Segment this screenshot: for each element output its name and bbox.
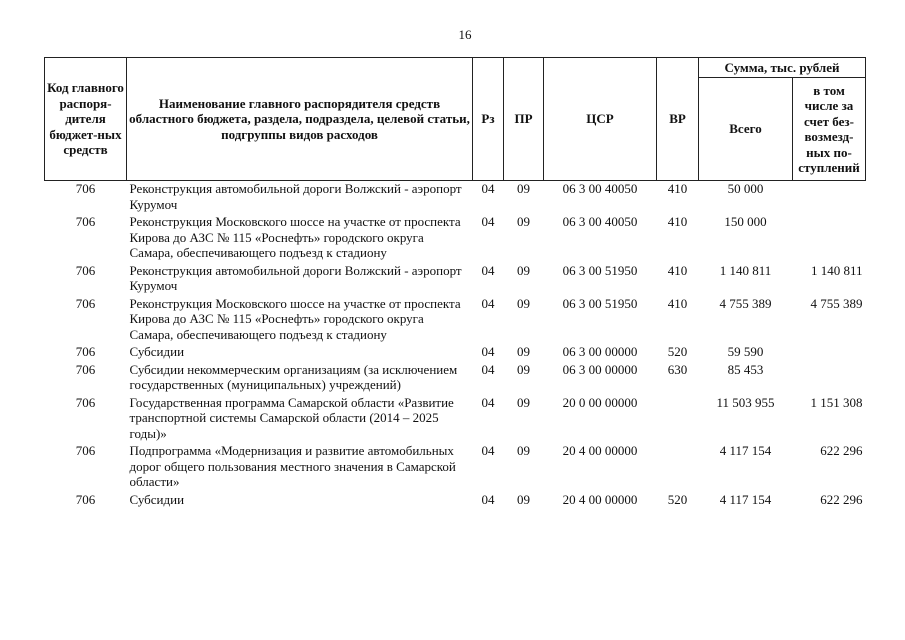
cell-pr: 09	[517, 361, 530, 377]
cell-total: 11 503 955	[716, 394, 775, 410]
cell-pr: 09	[517, 394, 530, 410]
cell-name: Реконструкция автомобильной дороги Волжский - аэропорт Курумоч	[129, 262, 462, 293]
cell-code: 706	[75, 361, 96, 377]
cell-name: Субсидии	[129, 344, 185, 359]
cell-total: 50 000	[727, 181, 764, 196]
cell-name: Реконструкция Московского шоссе на участке от проспекта Кирова до АЗС № 115 «Роснефть» городского округа Самара, обеспечивающего подъезд к стадиону	[129, 214, 461, 260]
cell-incl	[793, 181, 866, 215]
cell-total: 150 000	[724, 214, 767, 229]
page-number: 16	[458, 27, 472, 42]
cell-incl	[793, 344, 866, 362]
cell-csr: 06 3 00 00000	[562, 344, 638, 359]
table-row	[45, 214, 866, 263]
table-row	[45, 395, 866, 444]
cell-code: 706	[75, 394, 96, 410]
header-csr: ЦСР	[544, 58, 657, 181]
table-body	[45, 181, 866, 510]
cell-rz: 04	[481, 443, 495, 458]
cell-incl: 622 296	[820, 443, 863, 458]
cell-pr: 09	[517, 344, 530, 359]
table-row	[45, 492, 866, 510]
cell-rz: 04	[481, 295, 495, 311]
cell-csr: 06 3 00 40050	[562, 214, 638, 229]
cell-csr: 06 3 00 51950	[562, 295, 638, 311]
header-vr: ВР	[657, 58, 699, 181]
header-incl: в том числе за счет без-возмезд-ных по-ступлений	[793, 78, 866, 181]
cell-csr: 06 3 00 51950	[562, 262, 638, 278]
cell-name: Государственная программа Самарской области «Развитие транспортной системы Самарской области (2014 – 2025 годы)»	[129, 394, 454, 441]
cell-pr: 09	[517, 295, 530, 311]
cell-vr: 520	[667, 344, 688, 359]
cell-code: 706	[75, 491, 96, 507]
cell-total: 4 755 389	[719, 295, 772, 311]
cell-rz: 04	[481, 214, 495, 229]
cell-vr: 410	[667, 262, 688, 278]
cell-csr: 06 3 00 40050	[562, 181, 638, 196]
cell-rz: 04	[481, 394, 495, 410]
cell-total: 85 453	[727, 361, 764, 377]
header-code: Код главного распоря-дителя бюджет-ных средств	[45, 58, 127, 181]
table-header	[45, 58, 866, 181]
cell-rz: 04	[481, 262, 495, 278]
cell-pr: 09	[517, 443, 530, 458]
table-row	[45, 344, 866, 362]
header-rz: Рз	[473, 58, 504, 181]
cell-total: 4 117 154	[719, 491, 772, 507]
cell-pr: 09	[517, 214, 530, 229]
cell-rz: 04	[481, 491, 495, 507]
table-row	[45, 443, 866, 492]
cell-vr: 410	[667, 295, 688, 311]
cell-vr	[657, 395, 699, 444]
cell-name: Подпрограмма «Модернизация и развитие автомобильных дорог общего пользования местного значения в Самарской области»	[129, 443, 456, 489]
cell-pr: 09	[517, 181, 530, 196]
cell-incl: 4 755 389	[810, 295, 863, 311]
cell-name: Реконструкция Московского шоссе на участке от проспекта Кирова до АЗС № 115 «Роснефть» городского округа Самара, обеспечивающего подъезд к стадиону	[129, 295, 461, 342]
table-row	[45, 296, 866, 345]
budget-table	[44, 57, 866, 509]
header-name: Наименование главного распорядителя средств областного бюджета, раздела, подраздела, целевой статьи, подгруппы видов расходов	[127, 58, 473, 181]
table-row	[45, 263, 866, 296]
cell-rz: 04	[481, 361, 495, 377]
cell-csr: 20 4 00 00000	[562, 491, 638, 507]
cell-incl	[793, 214, 866, 263]
cell-vr: 410	[667, 214, 688, 229]
cell-incl: 1 140 811	[810, 262, 863, 278]
header-pr: ПР	[504, 58, 544, 181]
cell-code: 706	[75, 181, 96, 196]
cell-code: 706	[75, 295, 96, 311]
cell-incl: 622 296	[820, 491, 863, 507]
cell-total: 4 117 154	[719, 443, 772, 458]
cell-vr	[657, 443, 699, 492]
cell-rz: 04	[481, 181, 495, 196]
cell-total: 59 590	[727, 344, 764, 359]
cell-csr: 20 4 00 00000	[562, 443, 638, 458]
header-sum-group: Сумма, тыс. рублей	[699, 58, 866, 78]
cell-total: 1 140 811	[719, 262, 772, 278]
cell-incl	[793, 362, 866, 395]
cell-csr: 20 0 00 00000	[562, 394, 638, 410]
cell-pr: 09	[517, 262, 530, 278]
cell-vr: 520	[667, 491, 688, 507]
cell-vr: 630	[667, 361, 688, 377]
cell-code: 706	[75, 344, 96, 359]
header-total: Всего	[699, 78, 793, 181]
cell-name: Субсидии некоммерческим организациям (за исключением государственных (муниципальных) учреждений)	[129, 361, 458, 392]
table-row	[45, 181, 866, 215]
table-row	[45, 362, 866, 395]
cell-csr: 06 3 00 00000	[562, 361, 638, 377]
cell-name: Реконструкция автомобильной дороги Волжский - аэропорт Курумоч	[129, 181, 462, 212]
cell-vr: 410	[667, 181, 688, 196]
cell-code: 706	[75, 443, 96, 458]
cell-incl: 1 151 308	[810, 394, 863, 410]
cell-code: 706	[75, 262, 96, 278]
cell-code: 706	[75, 214, 96, 229]
cell-rz: 04	[481, 344, 495, 359]
cell-pr: 09	[517, 491, 530, 507]
cell-name: Субсидии	[129, 491, 185, 507]
